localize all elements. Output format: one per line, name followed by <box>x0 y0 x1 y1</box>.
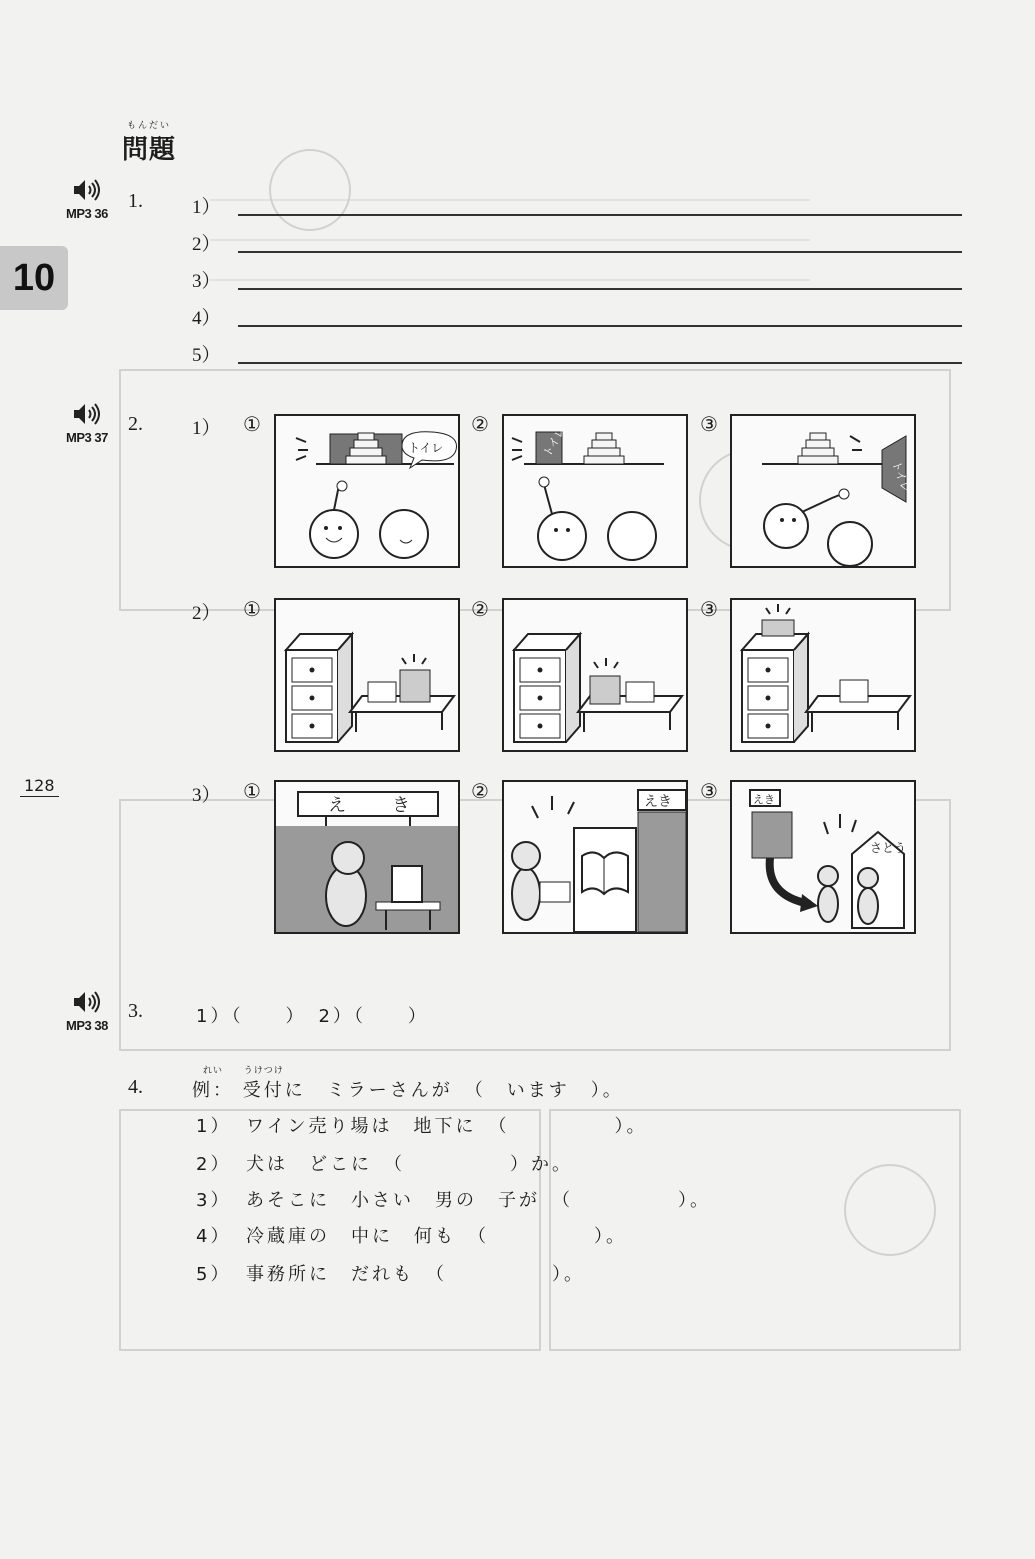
option-marker[interactable]: ③ <box>700 597 718 621</box>
q4-item-number: 3） <box>196 1190 232 1211</box>
toilet-label: トイレ <box>540 424 569 460</box>
q2-1-picture-2[interactable] <box>502 414 688 568</box>
station-e: え <box>328 795 346 816</box>
q2-row-label: 2） <box>192 603 221 624</box>
answer-line[interactable] <box>238 288 962 290</box>
speaker-icon <box>72 402 102 426</box>
toilet-label: トイレ <box>889 458 913 494</box>
q4-number: 4. <box>128 1076 143 1098</box>
example-label-text: 例： <box>192 1080 234 1101</box>
q2-2-picture-2[interactable] <box>502 598 688 752</box>
audio-label: MP3 36 <box>66 206 108 221</box>
station-sign: えき <box>753 793 775 806</box>
option-marker[interactable]: ② <box>471 412 489 436</box>
q1-number: 1. <box>128 190 143 212</box>
option-marker[interactable]: ① <box>243 597 261 621</box>
q2-3-picture-2[interactable] <box>502 780 688 934</box>
example-label-reading: れい <box>202 1066 224 1076</box>
page-number: 128 <box>20 776 59 797</box>
q2-1-picture-3[interactable] <box>730 414 916 568</box>
q2-2-picture-3[interactable] <box>730 598 916 752</box>
q4-item-text[interactable]: ワイン売り場は 地下に （ ）。 <box>246 1116 648 1137</box>
q2-2-picture-1[interactable] <box>274 598 460 752</box>
title-reading: もんだい <box>127 121 172 131</box>
q3-number: 3. <box>128 1000 143 1022</box>
q1-item-label: 5） <box>192 345 221 366</box>
audio-label: MP3 38 <box>66 1018 108 1033</box>
q1-item-label: 4） <box>192 308 221 329</box>
option-marker[interactable]: ① <box>243 779 261 803</box>
option-marker[interactable]: ② <box>471 597 489 621</box>
page-title <box>122 118 176 166</box>
example-text: に ミラーさんが （ います ）。 <box>284 1080 624 1101</box>
q1-item-label: 3） <box>192 271 221 292</box>
chapter-tab: 10 <box>0 246 68 310</box>
speaker-icon <box>72 178 102 202</box>
q2-row-label: 3） <box>192 785 221 806</box>
q3-answers[interactable]: 1）（ ） 2）（ ） <box>196 1006 429 1027</box>
option-marker[interactable]: ③ <box>700 412 718 436</box>
answer-line[interactable] <box>238 214 962 216</box>
q1-item-label: 2） <box>192 234 221 255</box>
q4-item-number: 2） <box>196 1154 232 1175</box>
title-text: 問題 <box>122 135 177 165</box>
answer-line[interactable] <box>238 325 962 327</box>
example-reading: うけつけ <box>243 1066 284 1076</box>
q1-item-label: 1） <box>192 197 221 218</box>
q2-3-picture-3[interactable] <box>730 780 916 934</box>
q4-item-number: 1） <box>196 1116 232 1137</box>
option-marker[interactable]: ① <box>243 412 261 436</box>
example-base: 受付 <box>242 1080 285 1101</box>
audio-q3[interactable] <box>66 990 108 1033</box>
option-marker[interactable]: ③ <box>700 779 718 803</box>
example-label <box>192 1066 234 1102</box>
q2-1-picture-1[interactable] <box>274 414 460 568</box>
q4-item-text[interactable]: あそこに 小さい 男の 子が （ ）。 <box>246 1190 711 1211</box>
name-plate: さとう <box>870 841 907 855</box>
q4-item-number: 5） <box>196 1264 232 1285</box>
q4-item-text[interactable]: 事務所に だれも （ ）。 <box>246 1264 585 1285</box>
example-kanji <box>242 1066 285 1102</box>
q4-example <box>192 1066 624 1102</box>
answer-line[interactable] <box>238 362 962 364</box>
audio-label: MP3 37 <box>66 430 108 445</box>
q2-row-label: 1） <box>192 418 221 439</box>
answer-line[interactable] <box>238 251 962 253</box>
audio-q1[interactable] <box>66 178 108 221</box>
station-ki: き <box>392 795 410 816</box>
option-marker[interactable]: ② <box>471 779 489 803</box>
toilet-label: トイレ <box>408 441 444 455</box>
q2-number: 2. <box>128 413 143 435</box>
q2-3-picture-1[interactable] <box>274 780 460 934</box>
q4-item-text[interactable]: 冷蔵庫の 中に 何も （ ）。 <box>246 1226 627 1247</box>
station-sign: えき <box>644 794 672 810</box>
q4-item-number: 4） <box>196 1226 232 1247</box>
audio-q2[interactable] <box>66 402 108 445</box>
q4-item-text[interactable]: 犬は どこに （ ）か。 <box>246 1154 573 1175</box>
speaker-icon <box>72 990 102 1014</box>
